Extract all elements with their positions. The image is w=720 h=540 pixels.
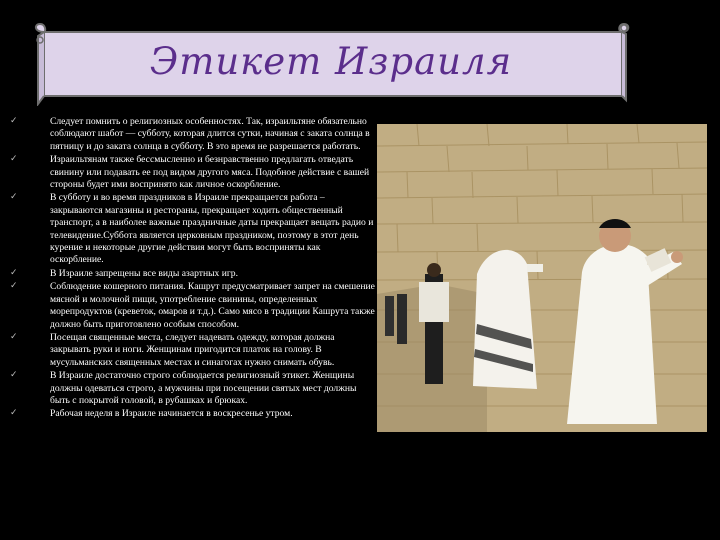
check-icon: ✓ — [10, 267, 18, 278]
slide-title: Этикет Израиля — [149, 40, 513, 83]
bullet-list — [10, 116, 375, 422]
bullet-item — [10, 192, 375, 266]
bullet-item — [10, 370, 375, 407]
bullet-text: В субботу и во время праздников в Израиле прекращается работа – закрываются магазины и рестораны, прекращает ходить общественный транспорт, а в наиболее важные праздничные даты прекращает вещать радио и телевидение.Суббота является церковным праздником, поэтому в этот день курение и некоторые другие действия могут быть восприняты как оскорбление. — [50, 192, 374, 266]
bullet-text: Израильтянам также бессмысленно и безнравственно предлагать отведать свинину или подавать ее под видом другого мяса. Подобное действие с вашей стороны будет ими воспринято как личное оскорбление. — [50, 154, 370, 191]
bullet-text: Посещая священные места, следует надевать одежду, которая должна закрывать руки и ноги. Женщинам пригодится платок на голову. В мусульманских священных местах и синагогах нужно снимать обувь. — [50, 331, 335, 368]
bullet-text: В Израиле запрещены все виды азартных игр. — [50, 267, 238, 279]
check-icon: ✓ — [10, 192, 18, 203]
check-icon: ✓ — [10, 408, 18, 419]
bullet-text: Следует помнить о религиозных особенностях. Так, израильтяне обязательно соблюдают шабот — субботу, которая длится сутки, начиная с заката солнца в пятницу и до заката солнца в субботу. В это время не разрешается работать. — [50, 116, 370, 152]
check-icon: ✓ — [10, 370, 18, 381]
check-icon: ✓ — [10, 281, 18, 292]
bullet-text: В Израиле достаточно строго соблюдается религиозный этикет. Женщины должны одеваться строго, а мужчины при посещении святых мест должны быть с покрытой головой, в рубашках и брюках. — [50, 370, 357, 406]
check-icon: ✓ — [10, 116, 18, 126]
bullet-item — [10, 154, 375, 191]
bullet-item — [10, 268, 375, 280]
check-icon: ✓ — [10, 154, 18, 165]
bullet-item — [10, 281, 375, 331]
western-wall-photo — [377, 124, 707, 432]
bullet-item — [10, 116, 375, 153]
photo-illustration — [377, 124, 707, 432]
bullet-item — [10, 332, 375, 369]
check-icon: ✓ — [10, 331, 18, 342]
bullet-text: Соблюдение кошерного питания. Кашрут предусматривает запрет на смешение мясной и молочной пищи, употребление свинины, определенных морепродуктов (креветок, омаров и т.д.). Само мясо в традиции Кашрута также должно быть приготовлено особым способом. — [50, 281, 375, 330]
bullet-text: Рабочая неделя в Израиле начинается в воскресенье утром. — [50, 408, 293, 420]
bullet-item — [10, 408, 375, 420]
